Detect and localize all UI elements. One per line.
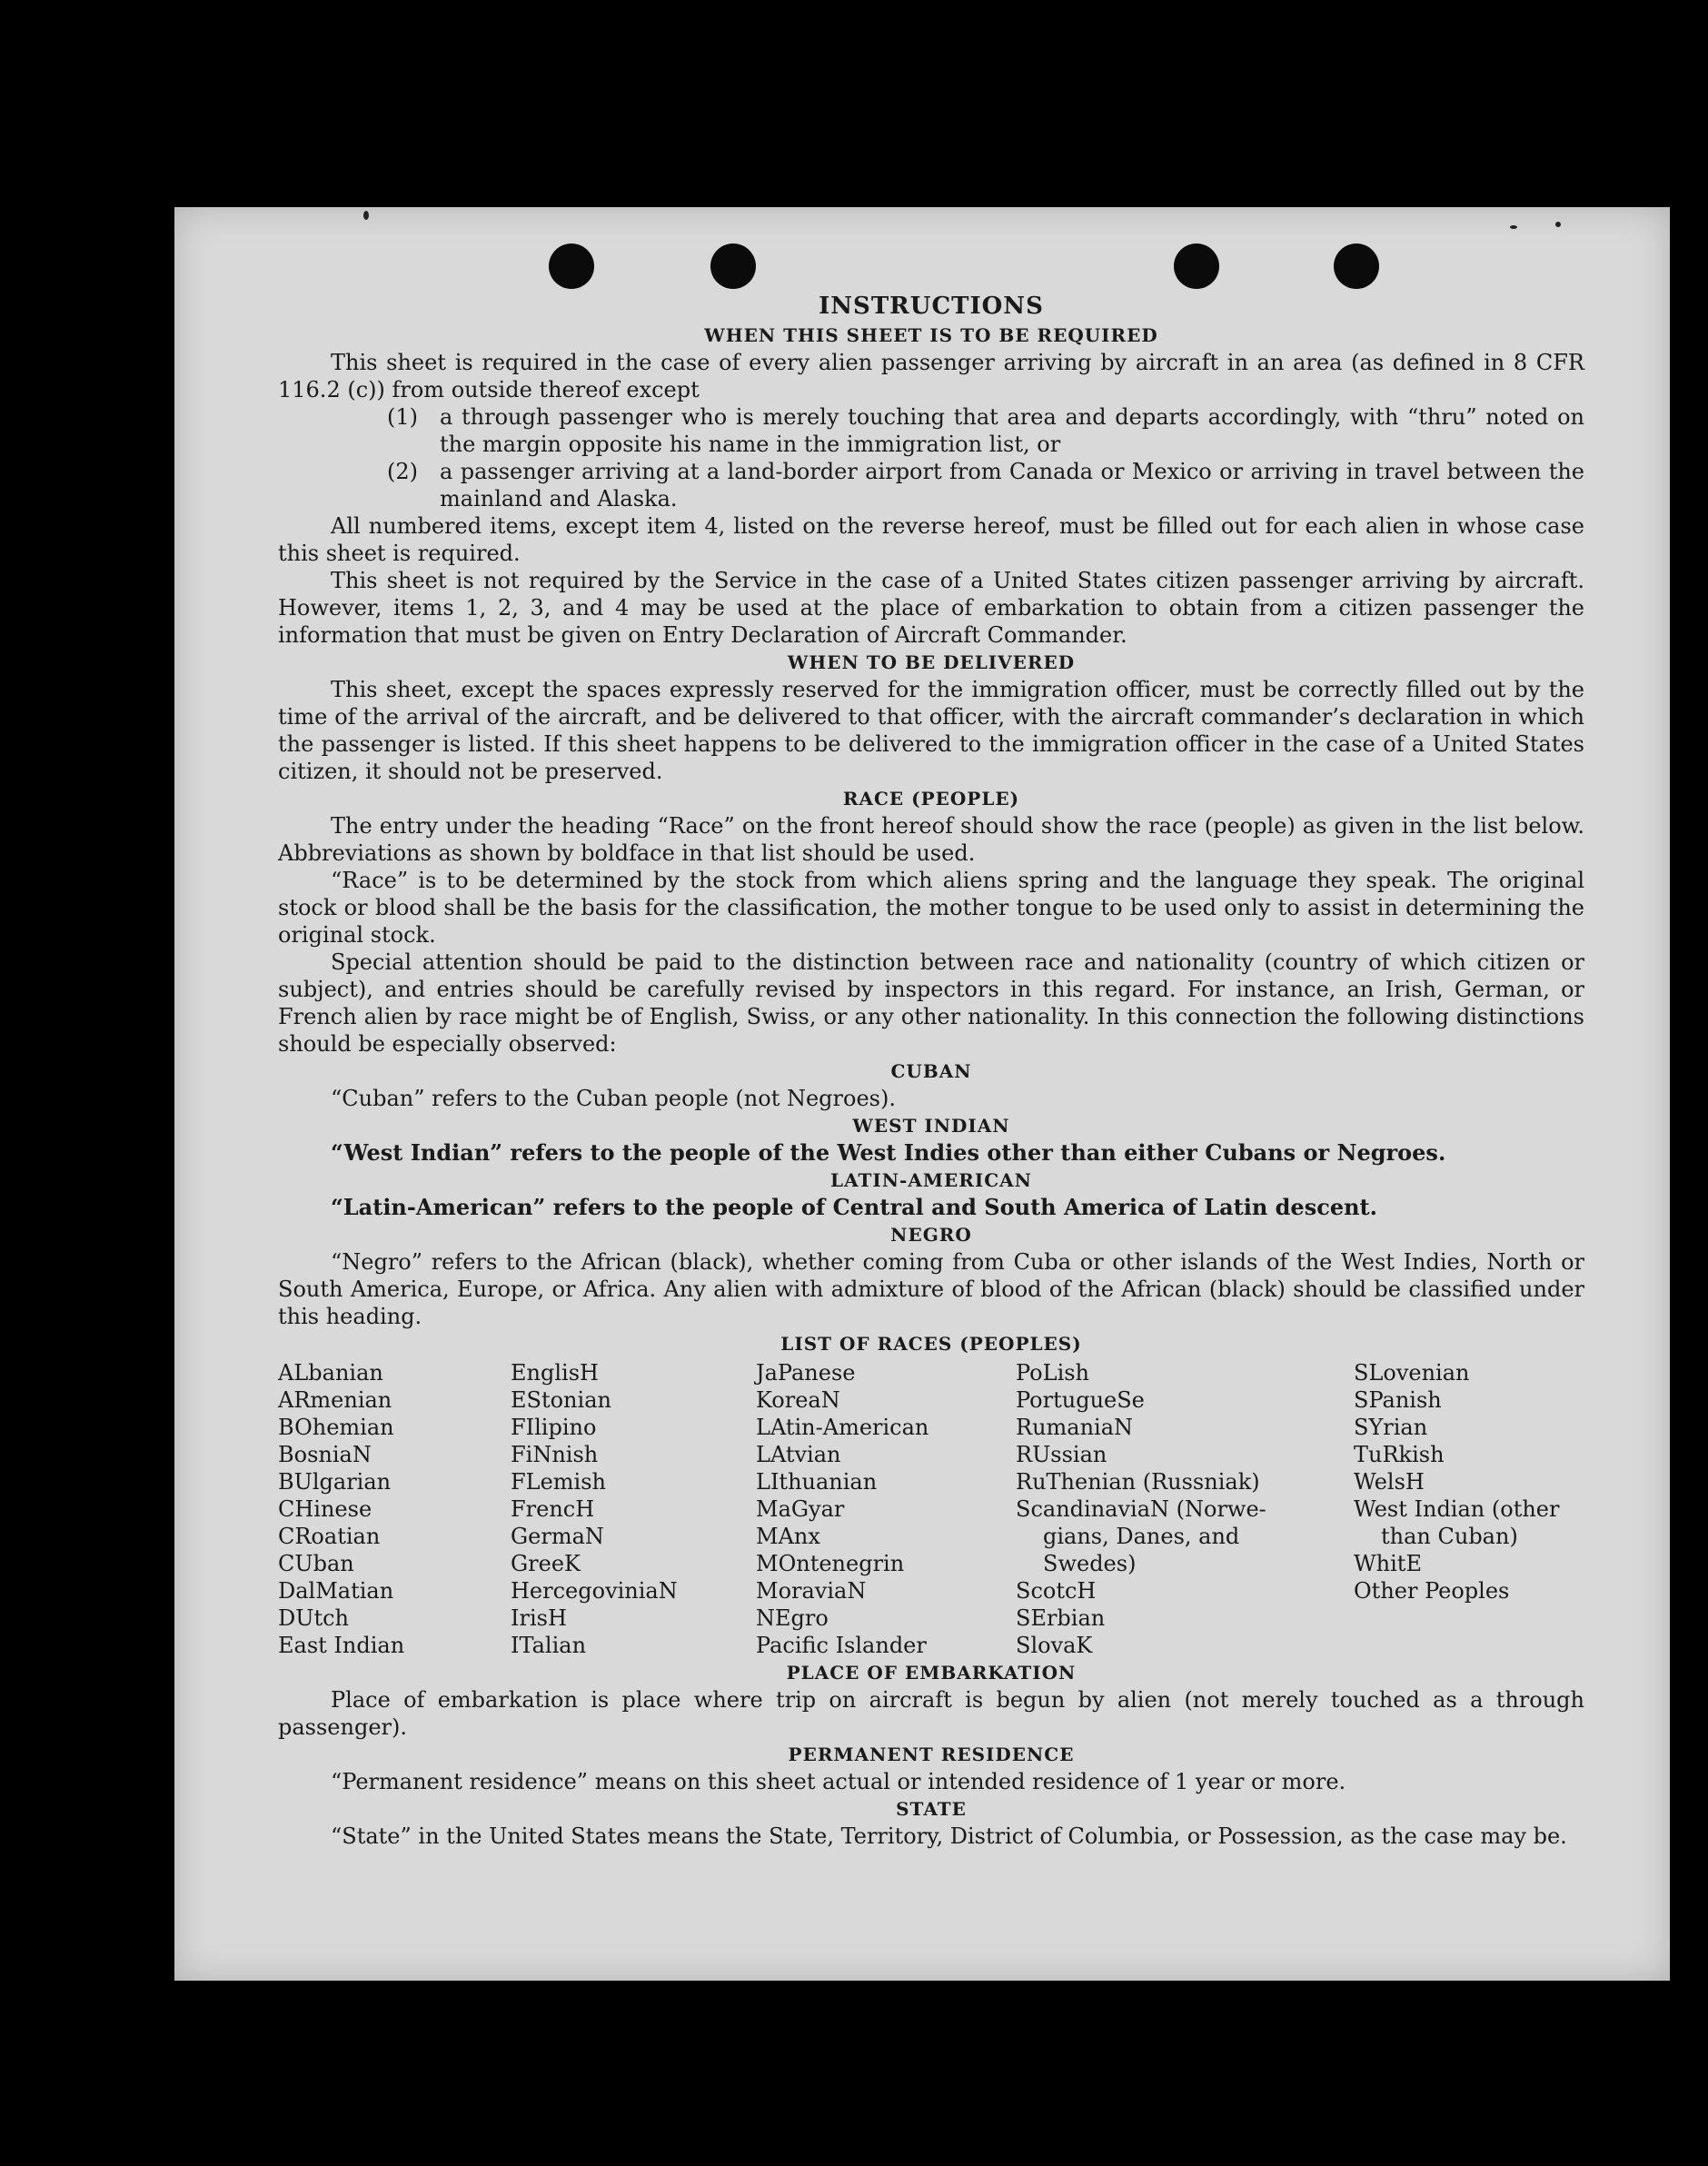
- race-list-item: GreeK: [511, 1551, 581, 1576]
- race-list-item: ITalian: [511, 1633, 587, 1658]
- item-text: a passenger arriving at a land-border airport from Canada or Mexico or arriving in travel between the mainland and Alaska.: [440, 459, 1584, 512]
- race-column: [511, 1359, 756, 1659]
- race-list-item: FLemish: [511, 1469, 606, 1495]
- race-list-item: BOhemian: [278, 1415, 394, 1440]
- race-list-item: PortugueSe: [1016, 1387, 1145, 1413]
- punch-hole: [549, 243, 594, 289]
- race-list-item: KoreaN: [756, 1387, 840, 1413]
- race-list-item: JaPanese: [756, 1360, 856, 1386]
- paragraph: “West Indian” refers to the people of the West Indies other than either Cubans or Negroes.: [331, 1139, 1446, 1166]
- paragraph: “Permanent residence” means on this sheet actual or intended residence of 1 year or more.: [331, 1769, 1346, 1794]
- punch-hole: [1174, 243, 1219, 289]
- list-item: [278, 458, 1584, 512]
- section-heading: RACE (PEOPLE): [842, 788, 1020, 810]
- race-list-item: MOntenegrin: [756, 1551, 905, 1576]
- race-column: [278, 1359, 511, 1659]
- punch-hole: [710, 243, 756, 289]
- paragraph: “Race” is to be determined by the stock from which aliens spring and the language they speak. The original stock or blood shall be the basis for the classification, the mother tongue to be used only to assist in determining the original stock.: [278, 868, 1584, 948]
- section-heading: WEST INDIAN: [852, 1115, 1010, 1137]
- race-list-item: SPanish: [1354, 1387, 1442, 1413]
- race-list-item: MAnx: [756, 1524, 820, 1549]
- race-list-item: SLovenian: [1354, 1360, 1470, 1386]
- race-list-item: SErbian: [1016, 1605, 1106, 1631]
- race-list-item: Pacific Islander: [756, 1633, 927, 1658]
- race-list-item: NEgro: [756, 1605, 829, 1631]
- section-heading: WHEN THIS SHEET IS TO BE REQUIRED: [704, 324, 1158, 346]
- item-number: (1): [387, 404, 418, 430]
- paragraph: All numbered items, except item 4, listed on the reverse hereof, must be filled out for each alien in whose case this sheet is required.: [278, 513, 1584, 566]
- race-list-item: SlovaK: [1016, 1633, 1093, 1658]
- race-list-item: GermaN: [511, 1524, 604, 1549]
- race-column: [1354, 1359, 1584, 1659]
- paragraph: “Latin-American” refers to the people of Central and South America of Latin descent.: [331, 1194, 1377, 1220]
- race-list-item: SYrian: [1354, 1415, 1428, 1440]
- race-column: [756, 1359, 1016, 1659]
- ink-speck: [1510, 225, 1517, 229]
- paragraph: This sheet, except the spaces expressly reserved for the immigration officer, must be correctly filled out by the time of the arrival of the aircraft, and be delivered to that officer, with the aircraft commander’s declaration in which the passenger is listed. If this sheet happens to be delivered to the immigration officer in the case of a United States citizen, it should not be preserved.: [278, 677, 1584, 784]
- paragraph: “Negro” refers to the African (black), whether coming from Cuba or other islands of the West Indies, North or South America, Europe, or Africa. Any alien with admixture of blood of the African (black) should be classified under this heading.: [278, 1249, 1584, 1329]
- race-list-item: RUssian: [1016, 1442, 1107, 1467]
- race-list-item: PoLish: [1016, 1360, 1090, 1386]
- race-list-item: FiNnish: [511, 1442, 599, 1467]
- race-list-item: CRoatian: [278, 1524, 381, 1549]
- race-list-item: RumaniaN: [1016, 1415, 1134, 1440]
- race-list-item: East Indian: [278, 1633, 405, 1658]
- race-list-item: ScotcH: [1016, 1578, 1097, 1604]
- race-list-item: MoraviaN: [756, 1578, 867, 1604]
- race-list-item: WelsH: [1354, 1469, 1425, 1495]
- race-list-item: TuRkish: [1354, 1442, 1445, 1467]
- race-list-item: FrencH: [511, 1496, 595, 1522]
- race-list-item: WhitE: [1354, 1551, 1422, 1576]
- section-heading: STATE: [896, 1798, 967, 1820]
- section-heading: CUBAN: [890, 1060, 972, 1082]
- ink-speck: [363, 211, 369, 220]
- race-list-item: Other Peoples: [1354, 1578, 1510, 1604]
- race-list-item: LAtin-American: [756, 1415, 929, 1440]
- section-heading: NEGRO: [890, 1224, 972, 1246]
- race-list-item: CHinese: [278, 1496, 372, 1522]
- race-list-item: EnglisH: [511, 1360, 599, 1386]
- race-list-item: ARmenian: [278, 1387, 392, 1413]
- ink-speck: [1555, 222, 1561, 227]
- item-text: a through passenger who is merely touching that area and departs accordingly, with “thru” noted on the margin opposite his name in the immigration list, or: [440, 404, 1584, 457]
- race-list-item: IrisH: [511, 1605, 567, 1631]
- race-list-item: DUtch: [278, 1605, 350, 1631]
- race-list-item: West Indian (other: [1354, 1496, 1560, 1522]
- paragraph: The entry under the heading “Race” on the front hereof should show the race (people) as given in the list below. Abbreviations as shown by boldface in that list should be used.: [278, 813, 1584, 866]
- paragraph: This sheet is required in the case of every alien passenger arriving by aircraft in an area (as defined in 8 CFR 116.2 (c)) from outside thereof except: [278, 350, 1584, 402]
- race-list-item: ALbanian: [278, 1360, 383, 1386]
- section-heading: LIST OF RACES (PEOPLES): [780, 1333, 1082, 1355]
- race-list-item: RuThenian (Russniak): [1016, 1469, 1260, 1495]
- race-list-item: LIthuanian: [756, 1469, 878, 1495]
- race-list-item: DalMatian: [278, 1578, 394, 1604]
- race-list: [278, 1359, 1584, 1659]
- race-list-item: LAtvian: [756, 1442, 841, 1467]
- section-heading: PLACE OF EMBARKATION: [786, 1662, 1077, 1684]
- race-list-item: Swedes): [1043, 1551, 1137, 1576]
- race-list-item: ScandinaviaN (Norwe-: [1016, 1496, 1266, 1522]
- paragraph: Special attention should be paid to the distinction between race and nationality (country of which citizen or subject), and entries should be carefully revised by inspectors in this regard. For instance, an Irish, German, or French alien by race might be of English, Swiss, or any other nationality. In this connection the following distinctions should be especially observed:: [278, 949, 1584, 1057]
- document-sheet: [174, 207, 1670, 1981]
- paragraph: “State” in the United States means the State, Territory, District of Columbia, or Possession, as the case may be.: [331, 1823, 1567, 1849]
- section-heading: WHEN TO BE DELIVERED: [787, 651, 1076, 673]
- section-heading: PERMANENT RESIDENCE: [788, 1744, 1075, 1765]
- race-list-item: BUlgarian: [278, 1469, 392, 1495]
- paragraph: “Cuban” refers to the Cuban people (not Negroes).: [331, 1086, 896, 1111]
- race-list-item: than Cuban): [1381, 1524, 1518, 1549]
- page-title: INSTRUCTIONS: [819, 293, 1044, 320]
- punch-hole: [1334, 243, 1379, 289]
- race-list-item: CUban: [278, 1551, 354, 1576]
- list-item: [278, 403, 1584, 458]
- race-list-item: gians, Danes, and: [1043, 1524, 1240, 1549]
- instructions-text: [278, 291, 1584, 1850]
- race-list-item: EStonian: [511, 1387, 611, 1413]
- race-list-item: MaGyar: [756, 1496, 845, 1522]
- paragraph: This sheet is not required by the Service in the case of a United States citizen passenger arriving by aircraft. However, items 1, 2, 3, and 4 may be used at the place of embarkation to obtain from a citizen passenger the information that must be given on Entry Declaration of Aircraft Commander.: [278, 568, 1584, 648]
- section-heading: LATIN-AMERICAN: [830, 1169, 1032, 1191]
- race-list-item: FIlipino: [511, 1415, 597, 1440]
- race-column: [1016, 1359, 1354, 1659]
- item-number: (2): [387, 459, 418, 484]
- race-list-item: BosniaN: [278, 1442, 372, 1467]
- paragraph: Place of embarkation is place where trip on aircraft is begun by alien (not merely touched as a through passenger).: [278, 1687, 1584, 1740]
- race-list-item: HercegoviniaN: [511, 1578, 678, 1604]
